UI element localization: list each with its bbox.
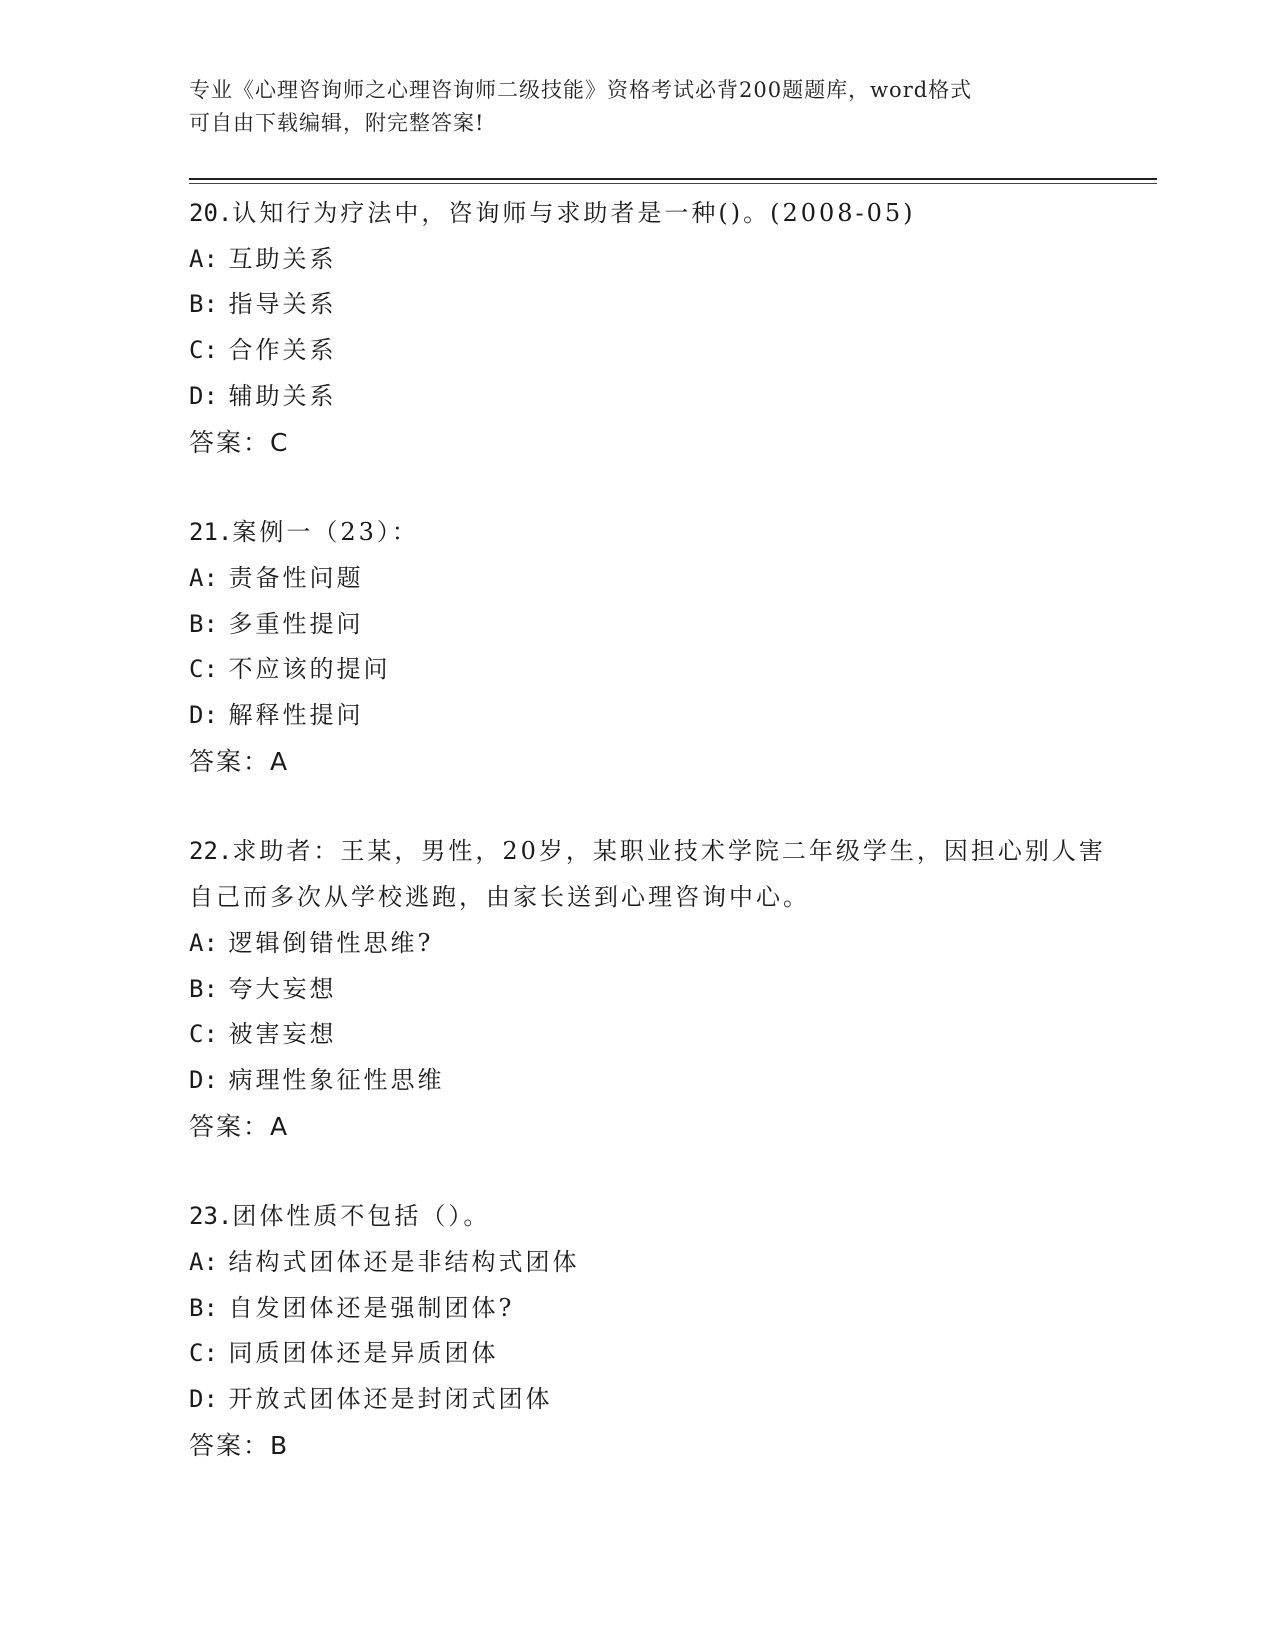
question-list [189,191,1129,1514]
header-divider-thin [189,183,1157,184]
option-text: 辅助关系 [228,381,337,410]
option-b [189,967,1129,1013]
option-text: 被害妄想 [228,1020,337,1049]
answer: 答案：C [189,427,290,457]
option-d [189,693,1129,739]
option-key: A: [189,563,218,592]
option-key: A: [189,1248,218,1277]
question-number: 20. [189,199,233,227]
question-text: 认知行为疗法中，咨询师与求助者是一种()。(2008-05) [232,199,916,227]
header-divider-thick [189,178,1157,180]
option-key: B: [189,609,218,638]
option-key: B: [189,974,218,1003]
option-text: 夸大妄想 [228,974,337,1003]
option-text: 逻辑倒错性思维? [228,928,434,957]
option-c [189,647,1129,693]
option-key: A: [189,244,218,273]
question-text: 求助者：王某，男性，20岁，某职业技术学院二年级学生，因担心别人害自己而多次从学校逃跑，由家长送到心理咨询中心。 [189,837,1106,912]
option-text: 指导关系 [228,290,337,319]
answer: 答案：B [189,1430,290,1460]
option-d [189,1377,1129,1423]
option-key: D: [189,1065,218,1094]
question-title [189,829,1129,920]
option-key: D: [189,1385,218,1414]
document-header [189,74,1069,140]
option-c [189,1012,1129,1058]
option-b [189,602,1129,648]
option-d [189,1058,1129,1104]
option-text: 责备性问题 [228,563,364,592]
option-a [189,237,1129,283]
option-text: 同质团体还是异质团体 [228,1339,499,1368]
option-text: 合作关系 [228,336,337,365]
question-title [189,510,1129,556]
question-number: 23. [189,1202,233,1231]
option-key: C: [189,655,218,684]
option-text: 病理性象征性思维 [228,1065,445,1094]
option-text: 互助关系 [228,244,337,273]
answer: 答案：A [189,746,290,776]
header-line-2: 可自由下载编辑，附完整答案! [189,111,485,135]
option-c [189,1331,1129,1377]
option-text: 自发团体还是强制团体? [228,1293,515,1322]
option-a [189,921,1129,967]
question-text: 案例一（23）： [232,518,419,547]
option-key: A: [189,928,218,957]
header-line-1: 专业《心理咨询师之心理咨询师二级技能》资格考试必背200题题库，word格式 [189,78,973,102]
question-22 [189,829,1129,1149]
option-key: C: [189,1020,218,1049]
option-d [189,374,1129,420]
option-b [189,1286,1129,1332]
option-text: 开放式团体还是封闭式团体 [228,1385,553,1414]
option-key: C: [189,336,218,365]
question-title [189,1194,1129,1240]
option-key: D: [189,381,218,410]
option-key: C: [189,1339,218,1368]
option-key: B: [189,290,218,319]
option-text: 解释性提问 [228,701,364,730]
option-text: 不应该的提问 [228,655,391,684]
question-number: 21. [189,518,233,547]
option-a [189,1240,1129,1286]
question-21 [189,510,1129,784]
question-20 [189,191,1129,465]
option-text: 多重性提问 [228,609,364,638]
option-c [189,328,1129,374]
option-b [189,282,1129,328]
option-key: B: [189,1293,218,1322]
question-title [189,191,1129,237]
option-key: D: [189,701,218,730]
option-text: 结构式团体还是非结构式团体 [228,1248,580,1277]
question-23 [189,1194,1129,1468]
question-text: 团体性质不包括（）。 [232,1202,491,1231]
option-a [189,556,1129,602]
question-number: 22. [189,837,233,866]
answer: 答案：A [189,1111,290,1141]
